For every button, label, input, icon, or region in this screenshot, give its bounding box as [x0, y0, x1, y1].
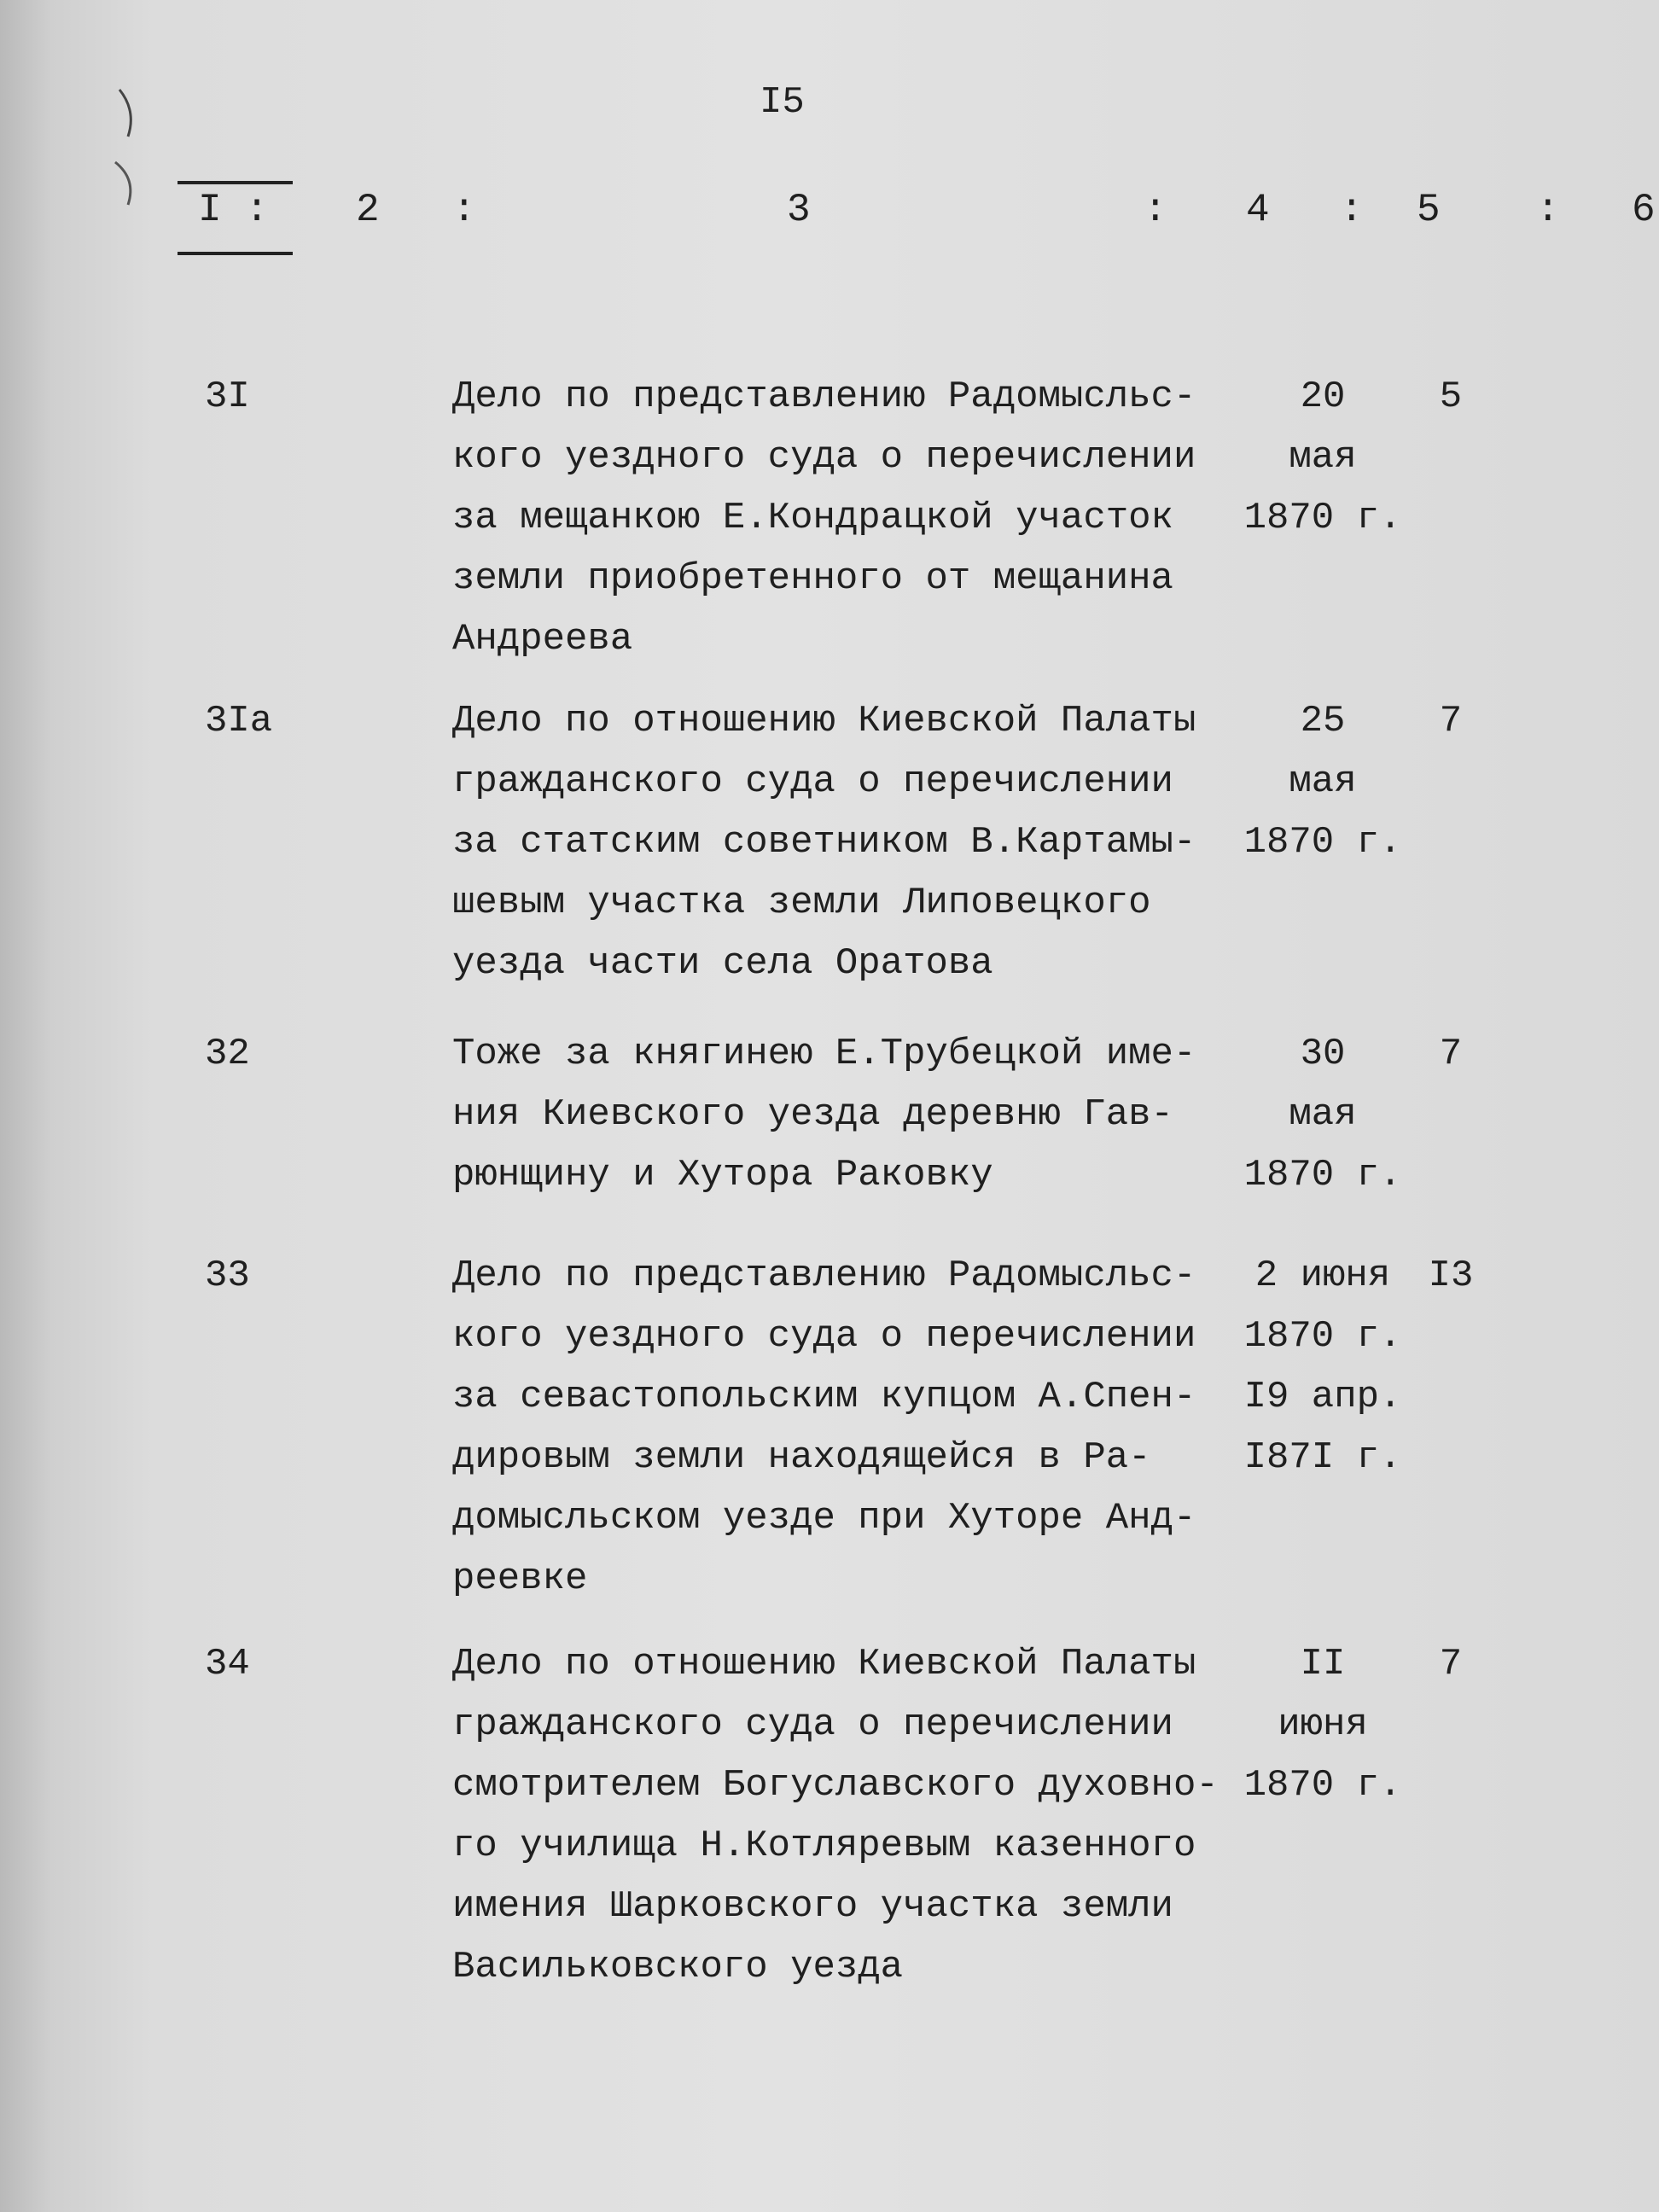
column-header [198, 188, 1659, 239]
item-description [452, 691, 1220, 994]
description-line: Дело по представлению Радомысльс- [452, 375, 1196, 418]
item-description [452, 367, 1220, 670]
col-header-1: I : [198, 188, 269, 232]
item-sheet-count: 7 [1439, 1643, 1463, 1685]
description-line: земли приобретенного от мещанина [452, 557, 1173, 600]
col-header-sep: : [452, 188, 476, 232]
item-date [1220, 1024, 1425, 1206]
date-line: 1870 г. [1243, 1315, 1402, 1358]
col-header-sep: : [1340, 188, 1364, 232]
margin-pencil-mark [102, 85, 154, 213]
description-line: ния Киевского уезда деревню Гав- [452, 1093, 1173, 1136]
description-line: уезда части села Оратова [452, 942, 993, 985]
description-line: рюнщину и Хутора Раковку [452, 1154, 993, 1196]
date-line: II [1300, 1643, 1346, 1685]
description-line: имения Шарковского участка земли [452, 1885, 1173, 1928]
date-line: мая [1289, 1093, 1357, 1136]
date-line: 2 июня [1254, 1254, 1391, 1297]
item-date [1220, 1246, 1425, 1488]
date-line: 1870 г. [1243, 497, 1402, 539]
col-header-6: 6 [1632, 188, 1656, 232]
item-number: 3I [205, 375, 250, 418]
date-line: июня [1278, 1703, 1368, 1746]
description-line: Андреева [452, 618, 633, 661]
item-sheet-count: 5 [1439, 375, 1463, 418]
description-line: кого уездного суда о перечислении [452, 436, 1196, 479]
description-line: Дело по отношению Киевской Палаты [452, 1643, 1196, 1685]
col-header-5: 5 [1417, 188, 1441, 232]
description-line: Дело по отношению Киевской Палаты [452, 700, 1196, 742]
description-line: Тоже за княгинею Е.Трубецкой име- [452, 1033, 1196, 1075]
description-line: за мещанкою Е.Кондрацкой участок [452, 497, 1173, 539]
col-header-sep: : [1144, 188, 1167, 232]
date-line: мая [1289, 760, 1357, 803]
date-line: 20 [1300, 375, 1346, 418]
description-line: за статским советником В.Картамы- [452, 821, 1196, 864]
item-sheet-count: 7 [1439, 1033, 1463, 1075]
item-sheet-count: 7 [1439, 700, 1463, 742]
description-line: кого уездного суда о перечислении [452, 1315, 1196, 1358]
date-line: 1870 г. [1243, 1764, 1402, 1807]
date-line: 1870 г. [1243, 1154, 1402, 1196]
item-date [1220, 367, 1425, 549]
description-line: гражданского суда о перечислении [452, 760, 1173, 803]
col-header-3: 3 [787, 188, 811, 232]
item-number: 34 [205, 1643, 250, 1685]
description-line: шевым участка земли Липовецкого [452, 882, 1151, 924]
date-line: мая [1289, 436, 1357, 479]
item-date [1220, 1634, 1425, 1816]
description-line: за севастопольским купцом А.Спен- [452, 1376, 1196, 1418]
description-line: го училища Н.Котляревым казенного [452, 1825, 1196, 1867]
col-header-sep: : [1536, 188, 1560, 232]
item-description [452, 1246, 1220, 1610]
header-rule-top [178, 181, 293, 184]
description-line: Дело по представлению Радомысльс- [452, 1254, 1196, 1297]
description-line: смотрителем Богуславского духовно- [452, 1764, 1219, 1807]
description-line: Васильковского уезда [452, 1946, 904, 1988]
description-line: гражданского суда о перечислении [452, 1703, 1173, 1746]
item-date [1220, 691, 1425, 873]
description-line: дировым земли находящейся в Ра- [452, 1436, 1151, 1479]
item-number: 3Ia [205, 700, 273, 742]
col-header-4: 4 [1246, 188, 1270, 232]
date-line: 1870 г. [1243, 821, 1402, 864]
page-number: I5 [760, 81, 805, 124]
date-line: I87I г. [1243, 1436, 1402, 1479]
item-description [452, 1634, 1220, 1998]
description-line: реевке [452, 1557, 588, 1600]
header-rule-bottom [178, 252, 293, 255]
item-number: 32 [205, 1033, 250, 1075]
item-number: 33 [205, 1254, 250, 1297]
date-line: 30 [1300, 1033, 1346, 1075]
col-header-2: 2 [356, 188, 380, 232]
item-description [452, 1024, 1220, 1206]
description-line: домысльском уезде при Хуторе Анд- [452, 1497, 1196, 1540]
date-line: I9 апр. [1243, 1376, 1402, 1418]
date-line: 25 [1300, 700, 1346, 742]
item-sheet-count: I3 [1428, 1254, 1474, 1297]
